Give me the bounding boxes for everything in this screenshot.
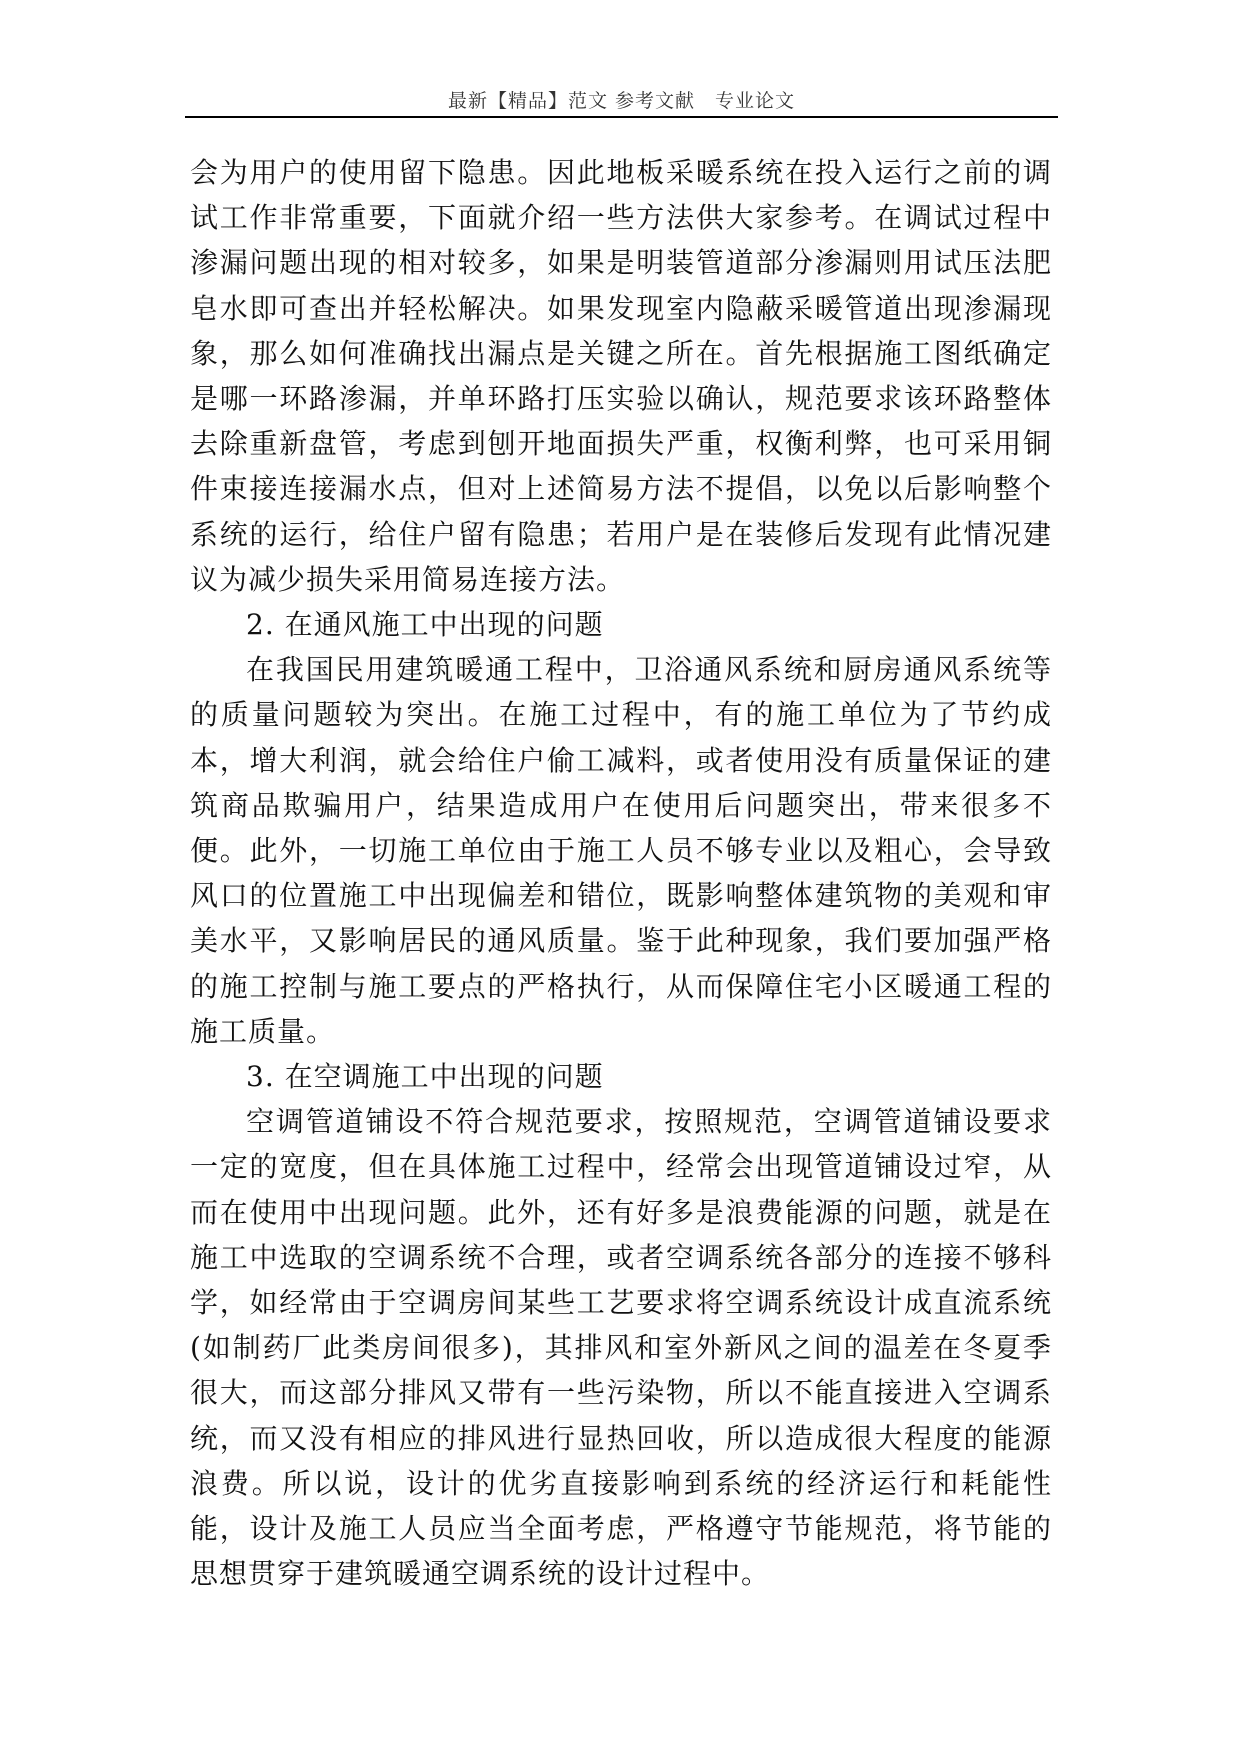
paragraph-ventilation: 在我国民用建筑暖通工程中，卫浴通风系统和厨房通风系统等的质量问题较为突出。在施工过程中，有的施工单位为了节约成本，增大利润，就会给住户偷工减料，或者使用没有质量保证的建筑商品欺骗用户，结果造成用户在使用后问题突出，带来很多不便。此外，一切施工单位由于施工人员不够专业以及粗心，会导致风口的位置施工中出现偏差和错位，既影响整体建筑物的美观和审美水平，又影响居民的通风质量。鉴于此种现象，我们要加强严格的施工控制与施工要点的严格执行，从而保障住宅小区暖通工程的施工质量。 [190, 653, 1052, 1048]
section-heading-air-conditioning: 3. 在空调施工中出现的问题 [246, 1060, 604, 1094]
paragraph-air-conditioning: 空调管道铺设不符合规范要求，按照规范，空调管道铺设要求一定的宽度，但在具体施工过程中，经常会出现管道铺设过窄，从而在使用中出现问题。此外，还有好多是浪费能源的问题，就是在施工中选取的空调系统不合理，或者空调系统各部分的连接不够科学，如经常由于空调房间某些工艺要求将空调系统设计成直流系统(如制药厂此类房间很多)，其排风和室外新风之间的温差在冬夏季很大，而这部分排风又带有一些污染物，所以不能直接进入空调系统，而又没有相应的排风进行显热回收，所以造成很大程度的能源浪费。所以说，设计的优劣直接影响到系统的经济运行和耗能性能，设计及施工人员应当全面考虑，严格遵守节能规范，将节能的思想贯穿于建筑暖通空调系统的设计过程中。 [190, 1105, 1052, 1591]
document-body [190, 150, 1052, 1597]
paragraph-continuation: 会为用户的使用留下隐患。因此地板采暖系统在投入运行之前的调试工作非常重要，下面就介绍一些方法供大家参考。在调试过程中渗漏问题出现的相对较多，如果是明装管道部分渗漏则用试压法肥皂水即可查出并轻松解决。如果发现室内隐蔽采暖管道出现渗漏现象，那么如何准确找出漏点是关键之所在。首先根据施工图纸确定是哪一环路渗漏，并单环路打压实验以确认，规范要求该环路整体去除重新盘管，考虑到刨开地面损失严重，权衡利弊，也可采用铜件束接连接漏水点，但对上述简易方法不提倡，以免以后影响整个系统的运行，给住户留有隐患；若用户是在装修后发现有此情况建议为减少损失采用简易连接方法。 [190, 156, 1052, 596]
page-header: 最新【精品】范文 参考文献 专业论文 [447, 90, 796, 112]
header-divider [185, 116, 1058, 118]
section-heading-ventilation: 2. 在通风施工中出现的问题 [246, 608, 604, 642]
